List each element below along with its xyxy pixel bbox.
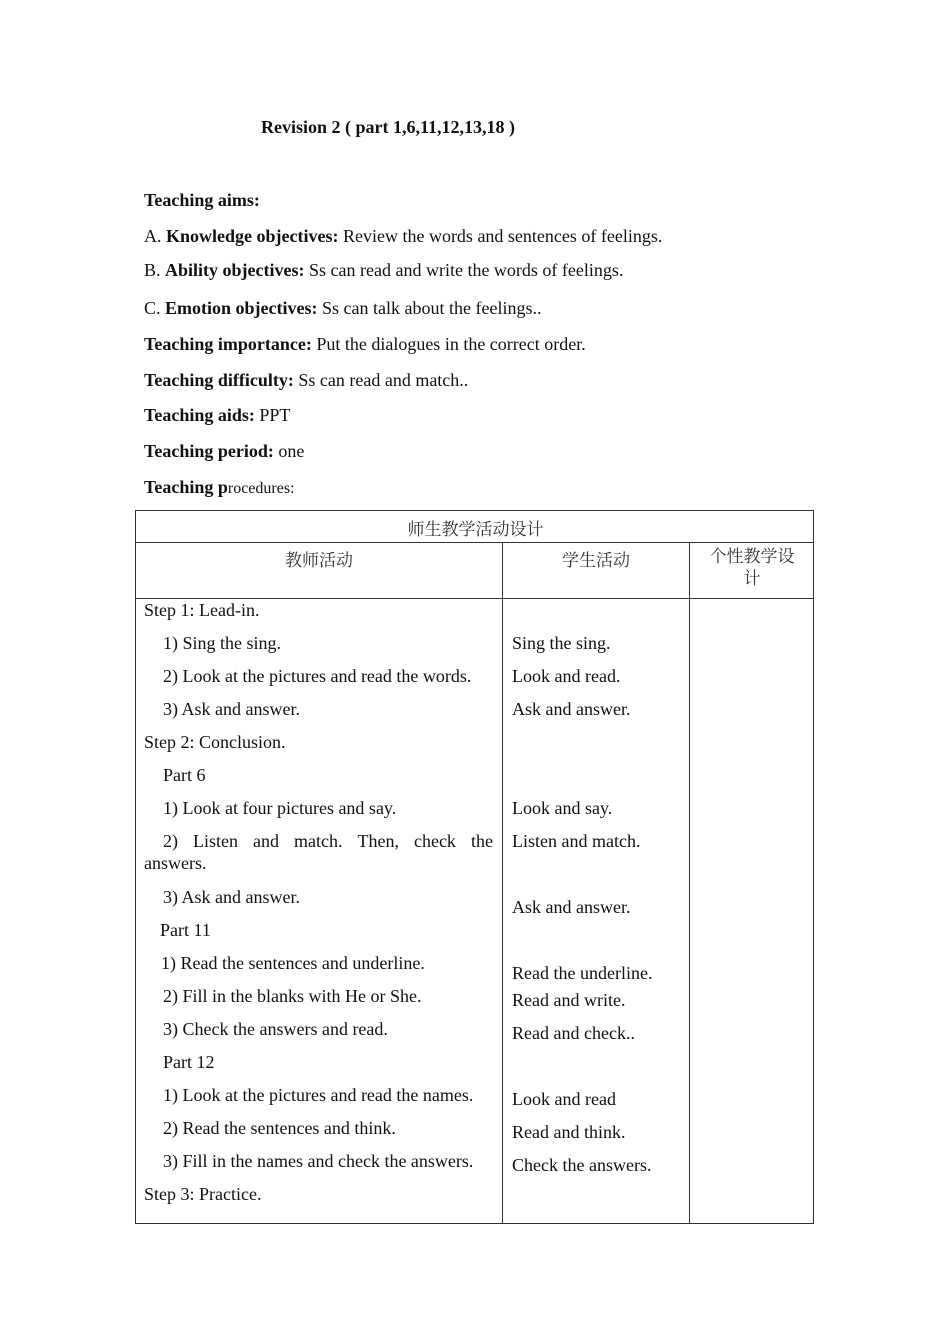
teacher-activity: 2) Look at the pictures and read the words. (163, 666, 472, 686)
objective-ability: B. Ability objectives: Ss can read and write the words of feelings. (144, 260, 624, 280)
teacher-activity: 1) Sing the sing. (163, 633, 282, 653)
part-12-heading: Part 12 (163, 1052, 215, 1072)
teacher-activity: 2) Fill in the blanks with He or She. (163, 986, 422, 1006)
table-divider (136, 542, 813, 543)
teacher-activity: 1) Look at the pictures and read the names. (163, 1085, 474, 1105)
step-3-heading: Step 3: Practice. (144, 1184, 262, 1204)
column-header-personal: 个性教学设 计 (709, 547, 795, 589)
student-activity: Sing the sing. (512, 633, 611, 653)
table-divider (502, 542, 503, 1223)
step-1-heading: Step 1: Lead-in. (144, 600, 260, 620)
teacher-activity: 3) Fill in the names and check the answers. (163, 1151, 474, 1171)
part-11-heading: Part 11 (160, 920, 211, 940)
part-6-heading: Part 6 (163, 765, 206, 785)
student-activity: Read the underline. (512, 963, 653, 983)
column-header-student: 学生活动 (562, 551, 630, 571)
teaching-procedures: Teaching procedures: (144, 477, 295, 497)
student-activity: Look and read (512, 1089, 616, 1109)
student-activity: Read and check.. (512, 1023, 635, 1043)
teacher-activity: 2) Read the sentences and think. (163, 1118, 396, 1138)
student-activity: Look and read. (512, 666, 621, 686)
student-activity: Look and say. (512, 798, 613, 818)
step-2-heading: Step 2: Conclusion. (144, 732, 286, 752)
table-divider (136, 598, 813, 599)
teacher-activity-continued: answers. (144, 853, 207, 873)
student-activity: Read and think. (512, 1122, 626, 1142)
teacher-activity: 3) Ask and answer. (163, 699, 300, 719)
student-activity: Listen and match. (512, 831, 641, 851)
teaching-importance: Teaching importance: Put the dialogues in the correct order. (144, 334, 586, 354)
student-activity: Ask and answer. (512, 897, 631, 917)
page-title: Revision 2 ( part 1,6,11,12,13,18 ) (261, 117, 515, 137)
teaching-difficulty: Teaching difficulty: Ss can read and match.. (144, 370, 469, 390)
teaching-aids: Teaching aids: PPT (144, 405, 291, 425)
teacher-activity: 3) Ask and answer. (163, 887, 300, 907)
teacher-activity: 3) Check the answers and read. (163, 1019, 388, 1039)
objective-knowledge: A. Knowledge objectives: Review the words and sentences of feelings. (144, 226, 663, 246)
student-activity: Ask and answer. (512, 699, 631, 719)
student-activity: Check the answers. (512, 1155, 652, 1175)
teacher-activity-justified: 2) Listen and match. Then, check the (163, 831, 493, 851)
objective-emotion: C. Emotion objectives: Ss can talk about the feelings.. (144, 298, 542, 318)
column-header-teacher: 教师活动 (285, 551, 353, 571)
teaching-period: Teaching period: one (144, 441, 305, 461)
table-divider (689, 542, 690, 1223)
table-header-main: 师生教学活动设计 (407, 520, 544, 540)
teacher-activity: 1) Look at four pictures and say. (163, 798, 397, 818)
aims-heading: Teaching aims: (144, 190, 260, 210)
teacher-activity: 1) Read the sentences and underline. (161, 953, 425, 973)
student-activity: Read and write. (512, 990, 626, 1010)
